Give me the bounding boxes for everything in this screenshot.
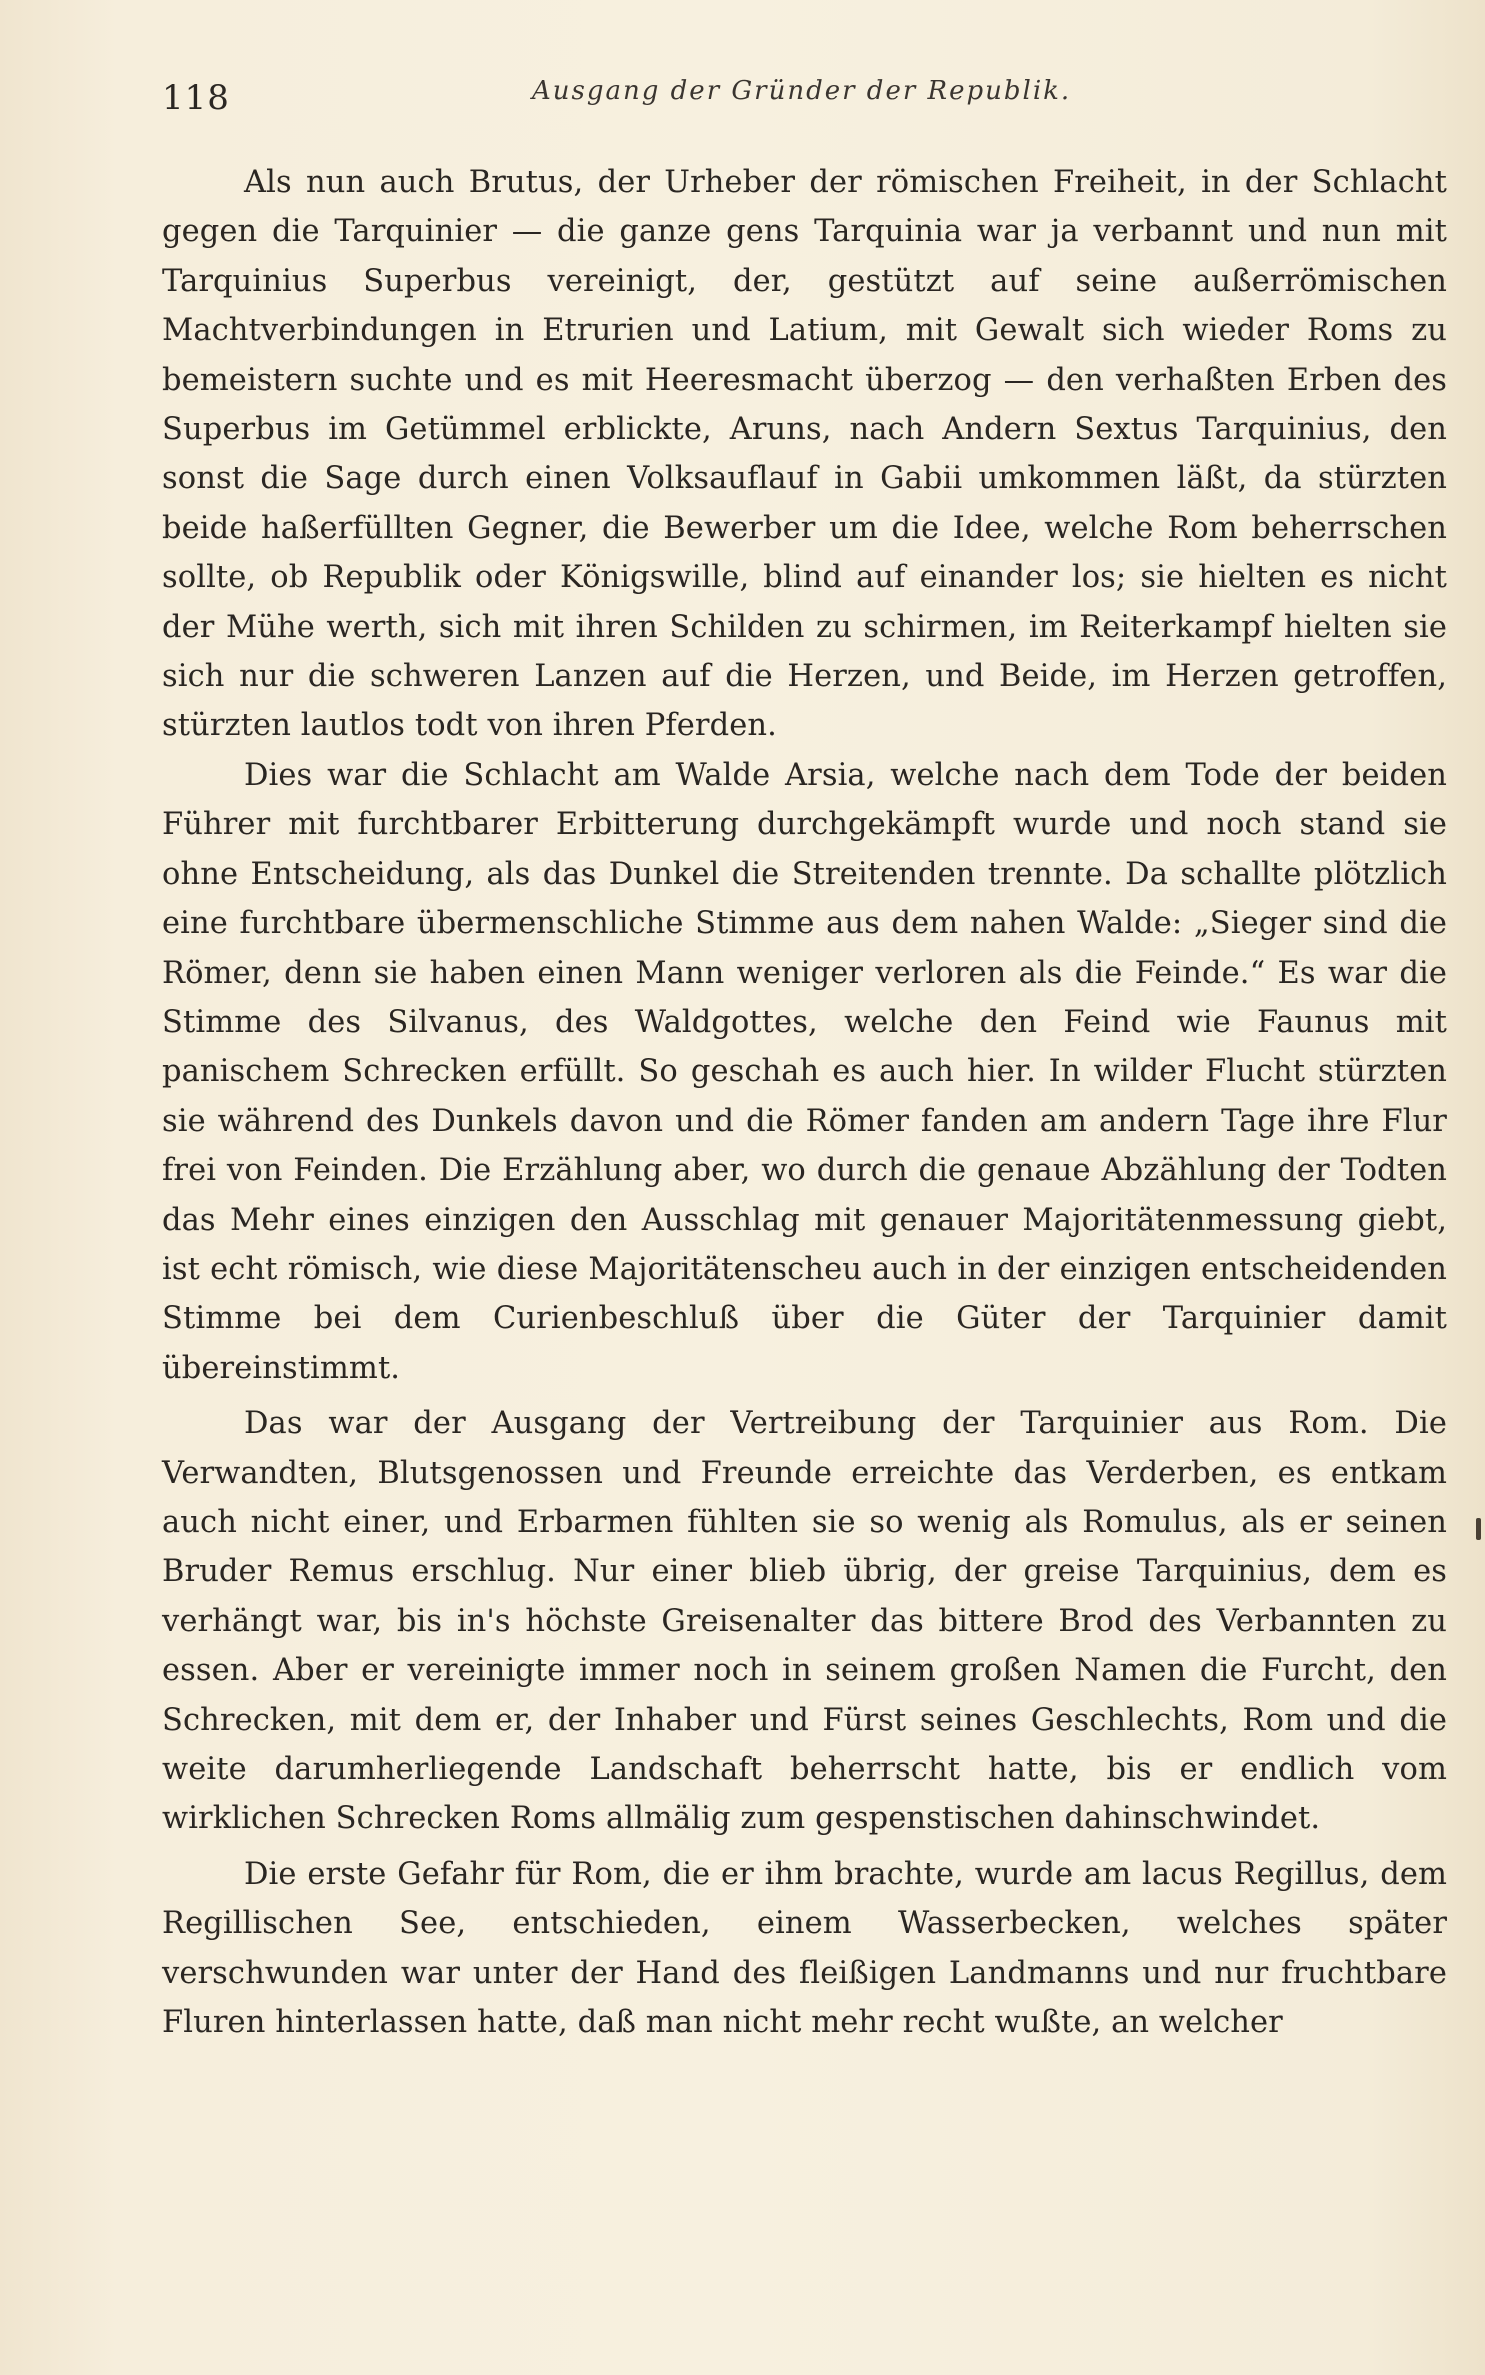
- paragraph: Die erste Gefahr für Rom, die er ihm brachte, wurde am lacus Regillus, dem Regillischen See, entschieden, einem Wasserbecken, welches später verschwunden war unter der Hand des fleißigen Landmanns und nur fruchtbare Fluren hinterlassen hatte, daß man nicht mehr recht wußte, an welcher: [162, 1856, 1447, 2041]
- paragraph: Das war der Ausgang der Vertreibung der Tarquinier aus Rom. Die Verwandten, Blutsgenossen und Freunde erreichte das Verderben, es entkam auch nicht einer, und Erbarmen fühlten sie so wenig als Romulus, als er seinen Bruder Remus erschlug. Nur einer blieb übrig, der greise Tarquinius, dem es verhängt war, bis in's höchste Greisenalter das bittere Brod des Verbannten zu essen. Aber er vereinigte immer noch in seinem großen Namen die Furcht, den Schrecken, mit dem er, der Inhaber und Fürst seines Geschlechts, Rom und die weite darumherliegende Landschaft beherrscht hatte, bis er endlich vom wirklichen Schrecken Roms allmälig zum gespenstischen dahinschwindet.: [162, 1406, 1447, 1837]
- page-number: 118: [162, 78, 230, 118]
- running-head: Ausgang der Gründer der Republik.: [532, 76, 1072, 106]
- page-edge-mark: [1476, 1518, 1481, 1540]
- paragraph: Dies war die Schlacht am Walde Arsia, welche nach dem Tode der beiden Führer mit furchtbarer Erbitterung durchgekämpft wurde und noch stand sie ohne Entscheidung, als das Dunkel die Streitenden trennte. Da schallte plötzlich eine furchtbare übermenschliche Stimme aus dem nahen Walde: „Sieger sind die Römer, denn sie haben einen Mann weniger verloren als die Feinde.“ Es war die Stimme des Silvanus, des Waldgottes, welche den Feind wie Faunus mit panischem Schrecken erfüllt. So geschah es auch hier. In wilder Flucht stürzten sie während des Dunkels davon und die Römer fanden am andern Tage ihre Flur frei von Feinden. Die Erzählung aber, wo durch die genaue Abzählung der Todten das Mehr eines einzigen den Ausschlag mit genauer Majoritätenmessung giebt, ist echt römisch, wie diese Majoritätenscheu auch in der einzigen entscheidenden Stimme bei dem Curienbeschluß über die Güter der Tarquinier damit übereinstimmt.: [162, 757, 1447, 1386]
- paragraph: Als nun auch Brutus, der Urheber der römischen Freiheit, in der Schlacht gegen die Tarquinier — die ganze gens Tarquinia war ja verbannt und nun mit Tarquinius Superbus vereinigt, der, gestützt auf seine außerrömischen Machtverbindungen in Etrurien und Latium, mit Gewalt sich wieder Roms zu bemeistern suchte und es mit Heeresmacht überzog — den verhaßten Erben des Superbus im Getümmel erblickte, Aruns, nach Andern Sextus Tarquinius, den sonst die Sage durch einen Volksauflauf in Gabii umkommen läßt, da stürzten beide haßerfüllten Gegner, die Bewerber um die Idee, welche Rom beherrschen sollte, ob Republik oder Königswille, blind auf einander los; sie hielten es nicht der Mühe werth, sich mit ihren Schilden zu schirmen, im Reiterkampf hielten sie sich nur die schweren Lanzen auf die Herzen, und Beide, im Herzen getroffen, stürzten lautlos todt von ihren Pferden.: [162, 165, 1447, 744]
- page-header: [162, 70, 1452, 130]
- body-text: [162, 158, 1447, 2047]
